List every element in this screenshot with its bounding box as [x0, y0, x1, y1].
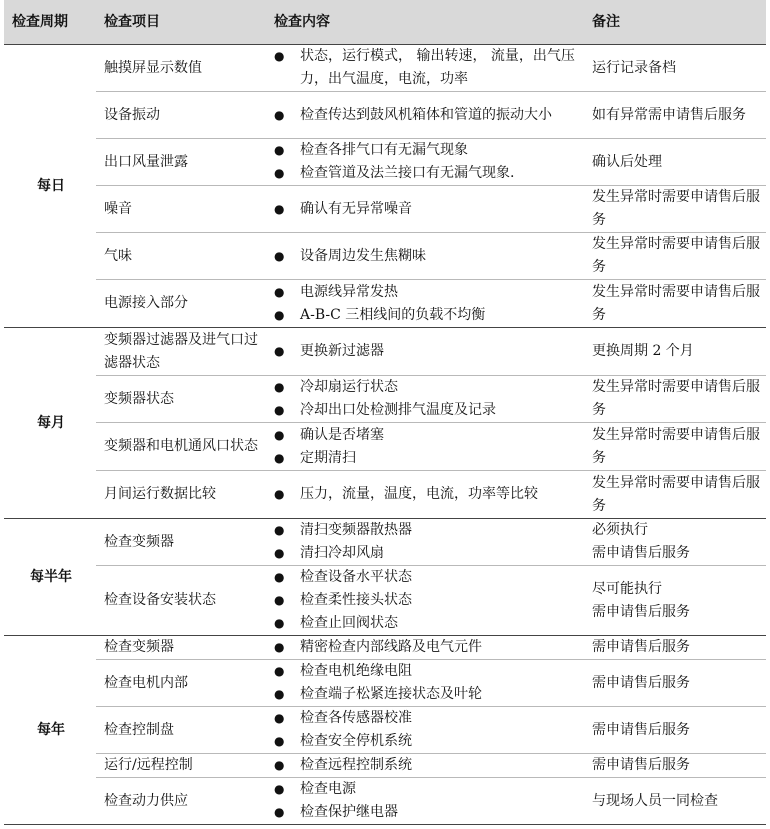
content-bullet-item — [274, 104, 578, 127]
content-text: 检查远程控制系统 — [300, 757, 412, 773]
bullet-icon: ● — [274, 734, 285, 748]
content-text: 检查保护继电器 — [300, 804, 398, 820]
period-cell: 每半年 — [4, 519, 96, 636]
content-cell — [266, 707, 584, 754]
note-cell: 尽可能执行 需申请售后服务 — [584, 566, 766, 636]
header-period: 检查周期 — [4, 0, 96, 45]
table-row — [4, 423, 766, 471]
content-cell — [266, 660, 584, 707]
item-cell: 变频器过滤器及进气口过滤器状态 — [96, 328, 266, 376]
content-bullet-item — [274, 162, 578, 185]
item-cell: 出口风量泄露 — [96, 139, 266, 186]
bullet-icon: ● — [274, 284, 285, 299]
content-bullet-item — [274, 683, 578, 706]
bullet-icon: ● — [274, 49, 285, 63]
content-bullet-item — [274, 519, 578, 542]
item-cell: 设备振动 — [96, 92, 266, 139]
table-row — [4, 45, 766, 92]
note-cell: 发生异常时需要申请售后服务 — [584, 186, 766, 233]
bullet-icon: ● — [274, 711, 285, 725]
content-bullet-item — [274, 340, 578, 363]
content-text: 冷却出口处检测排气温度及记录 — [300, 402, 496, 418]
bullet-icon: ● — [274, 546, 285, 560]
note-cell: 必须执行 需申请售后服务 — [584, 519, 766, 566]
content-text: 检查柔性接头状态 — [300, 592, 412, 608]
bullet-icon: ● — [274, 307, 285, 322]
table-row — [4, 186, 766, 233]
content-cell — [266, 328, 584, 376]
content-text: 检查电源 — [300, 781, 356, 797]
content-cell — [266, 519, 584, 566]
header-item: 检查项目 — [96, 0, 266, 45]
header-note: 备注 — [584, 0, 766, 45]
content-cell — [266, 423, 584, 471]
table-row — [4, 566, 766, 636]
content-text: 状态，运行模式， 输出转速， 流量，出气压力，出气温度，电流，功率 — [300, 48, 575, 87]
bullet-icon: ● — [274, 427, 285, 442]
content-text: 精密检查内部线路及电气元件 — [300, 639, 482, 655]
content-cell — [266, 754, 584, 778]
item-cell: 检查控制盘 — [96, 707, 266, 754]
content-bullet-item — [274, 245, 578, 268]
content-cell — [266, 376, 584, 423]
content-text: 清扫冷却风扇 — [300, 545, 384, 561]
content-bullet-item — [274, 139, 578, 162]
item-cell: 气味 — [96, 233, 266, 280]
content-bullet-item — [274, 660, 578, 683]
content-text: 压力，流量，温度，电流，功率等比较 — [300, 486, 538, 502]
note-cell: 更换周期 2 个月 — [584, 328, 766, 376]
note-cell: 确认后处理 — [584, 139, 766, 186]
content-text: A-B-C 三相线间的负载不均衡 — [300, 306, 486, 323]
content-bullet-item — [274, 801, 578, 824]
content-bullet-item — [274, 45, 578, 91]
content-cell — [266, 471, 584, 519]
content-bullet-item — [274, 612, 578, 635]
note-cell: 发生异常时需要申请售后服务 — [584, 233, 766, 280]
note-cell: 需申请售后服务 — [584, 636, 766, 660]
bullet-icon: ● — [274, 487, 285, 501]
content-text: 检查电机绝缘电阻 — [300, 663, 412, 679]
bullet-icon: ● — [274, 143, 285, 157]
content-cell — [266, 233, 584, 280]
content-cell — [266, 566, 584, 636]
note-cell: 发生异常时需要申请售后服务 — [584, 280, 766, 328]
table-body — [4, 45, 766, 825]
table-row — [4, 92, 766, 139]
table-row — [4, 778, 766, 825]
note-cell: 发生异常时需要申请售后服务 — [584, 471, 766, 519]
content-cell — [266, 636, 584, 660]
content-text: 检查设备水平状态 — [300, 569, 412, 585]
content-cell — [266, 186, 584, 233]
item-cell: 变频器状态 — [96, 376, 266, 423]
bullet-icon: ● — [274, 570, 285, 584]
content-cell — [266, 778, 584, 825]
content-bullet-item — [274, 281, 578, 304]
content-text: 确认是否堵塞 — [300, 426, 384, 443]
content-text: 检查各排气口有无漏气现象 — [300, 142, 468, 158]
content-cell — [266, 280, 584, 328]
bullet-icon: ● — [274, 805, 285, 819]
bullet-icon: ● — [274, 450, 285, 465]
item-cell: 检查设备安装状态 — [96, 566, 266, 636]
content-bullet-item — [274, 304, 578, 327]
table-row — [4, 636, 766, 660]
content-cell — [266, 92, 584, 139]
content-bullet-item — [274, 399, 578, 422]
bullet-icon: ● — [274, 616, 285, 630]
content-bullet-item — [274, 424, 578, 447]
content-text: 检查安全停机系统 — [300, 733, 412, 749]
content-text: 检查止回阀状态 — [300, 615, 398, 631]
bullet-icon: ● — [274, 758, 285, 772]
note-cell: 需申请售后服务 — [584, 660, 766, 707]
bullet-icon: ● — [274, 380, 285, 394]
item-cell: 检查变频器 — [96, 519, 266, 566]
content-bullet-item — [274, 447, 578, 470]
table-row — [4, 660, 766, 707]
table-row — [4, 707, 766, 754]
bullet-icon: ● — [274, 640, 285, 654]
bullet-icon: ● — [274, 664, 285, 678]
bullet-icon: ● — [274, 166, 285, 180]
content-text: 设备周边发生焦糊味 — [300, 247, 426, 264]
content-text: 检查端子松紧连接状态及叶轮 — [300, 686, 482, 702]
content-text: 清扫变频器散热器 — [300, 522, 412, 538]
bullet-icon: ● — [274, 344, 285, 358]
period-cell: 每日 — [4, 45, 96, 328]
note-cell: 运行记录备档 — [584, 45, 766, 92]
table-row — [4, 139, 766, 186]
bullet-icon: ● — [274, 107, 285, 122]
table-row — [4, 233, 766, 280]
content-bullet-item — [274, 754, 578, 777]
note-cell: 发生异常时需要申请售后服务 — [584, 376, 766, 423]
period-cell: 每年 — [4, 636, 96, 825]
note-cell: 需申请售后服务 — [584, 707, 766, 754]
header-row — [4, 0, 766, 45]
bullet-icon: ● — [274, 687, 285, 701]
header-content: 检查内容 — [266, 0, 584, 45]
content-text: 定期清扫 — [300, 449, 356, 466]
bullet-icon: ● — [274, 593, 285, 607]
content-bullet-item — [274, 778, 578, 801]
item-cell: 月间运行数据比较 — [96, 471, 266, 519]
table-row — [4, 519, 766, 566]
content-bullet-item — [274, 483, 578, 506]
item-cell: 检查动力供应 — [96, 778, 266, 825]
content-bullet-item — [274, 636, 578, 659]
inspection-table — [4, 0, 766, 825]
content-cell — [266, 45, 584, 92]
content-text: 确认有无异常噪音 — [300, 200, 412, 217]
content-bullet-item — [274, 589, 578, 612]
content-text: 检查传达到鼓风机箱体和管道的振动大小 — [300, 106, 552, 123]
content-text: 更换新过滤器 — [300, 343, 384, 359]
item-cell: 电源接入部分 — [96, 280, 266, 328]
content-text: 检查各传感器校准 — [300, 710, 412, 726]
bullet-icon: ● — [274, 248, 285, 263]
table-row — [4, 328, 766, 376]
content-text: 电源线异常发热 — [300, 283, 398, 300]
table-row — [4, 471, 766, 519]
item-cell: 运行/远程控制 — [96, 754, 266, 778]
item-cell: 噪音 — [96, 186, 266, 233]
note-cell: 需申请售后服务 — [584, 754, 766, 778]
note-cell: 发生异常时需要申请售后服务 — [584, 423, 766, 471]
table-row — [4, 376, 766, 423]
item-cell: 变频器和电机通风口状态 — [96, 423, 266, 471]
bullet-icon: ● — [274, 523, 285, 537]
content-text: 冷却扇运行状态 — [300, 379, 398, 395]
content-bullet-item — [274, 707, 578, 730]
bullet-icon: ● — [274, 782, 285, 796]
note-cell: 如有异常需申请售后服务 — [584, 92, 766, 139]
item-cell: 检查变频器 — [96, 636, 266, 660]
content-bullet-item — [274, 198, 578, 221]
table-row — [4, 280, 766, 328]
table-row — [4, 754, 766, 778]
content-bullet-item — [274, 566, 578, 589]
period-cell: 每月 — [4, 328, 96, 519]
bullet-icon: ● — [274, 201, 285, 216]
note-cell: 与现场人员一同检查 — [584, 778, 766, 825]
content-bullet-item — [274, 542, 578, 565]
bullet-icon: ● — [274, 403, 285, 417]
content-bullet-item — [274, 730, 578, 753]
content-text: 检查管道及法兰接口有无漏气现象. — [300, 165, 515, 181]
item-cell: 检查电机内部 — [96, 660, 266, 707]
content-bullet-item — [274, 376, 578, 399]
item-cell: 触摸屏显示数值 — [96, 45, 266, 92]
content-cell — [266, 139, 584, 186]
